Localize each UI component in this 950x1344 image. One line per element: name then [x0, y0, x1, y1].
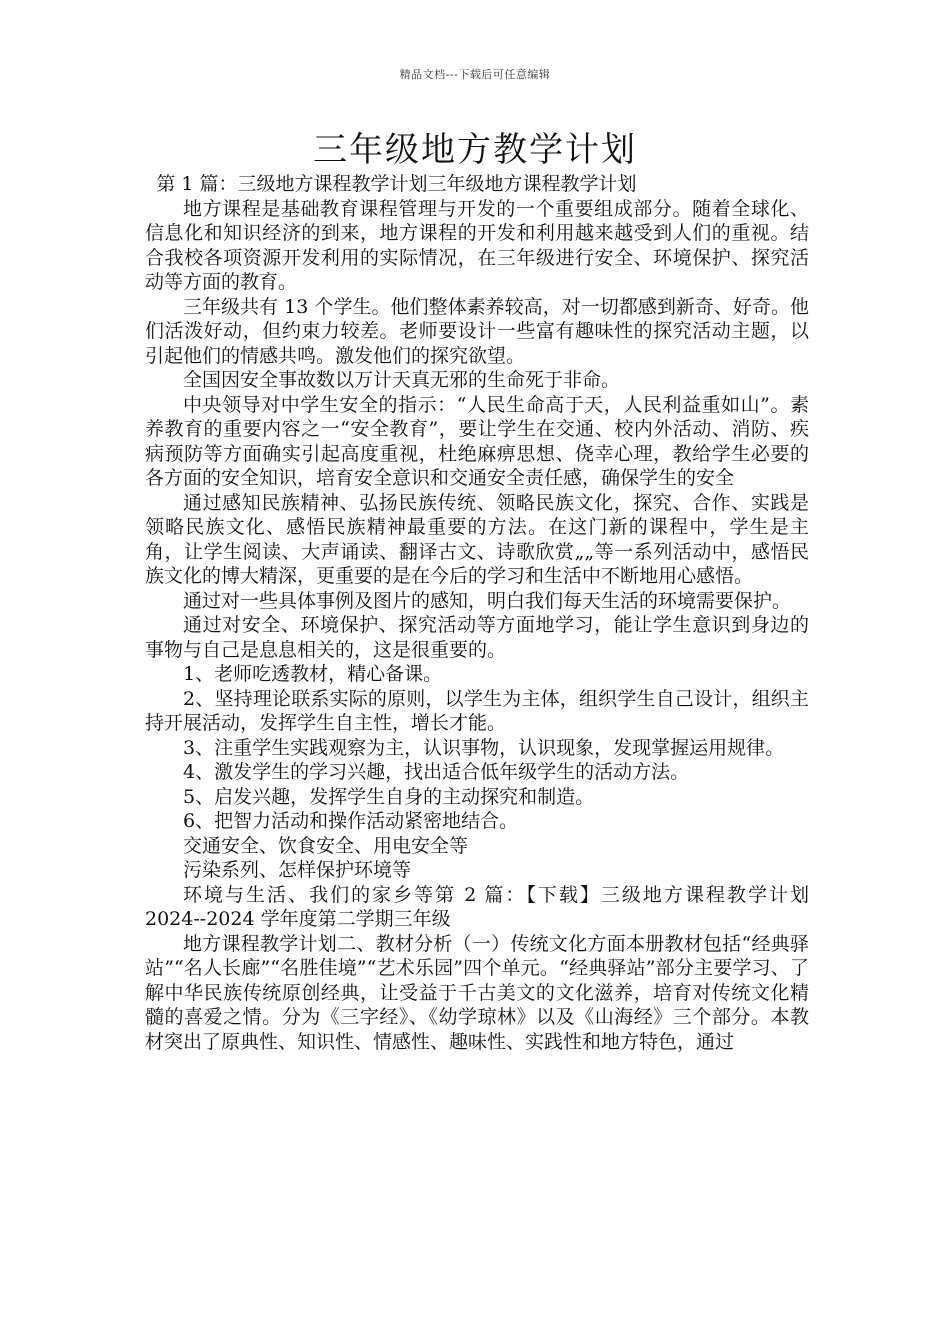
paragraph: 污染系列、怎样保护环境等 [183, 859, 412, 881]
paragraph: 地方课程教学计划二、教材分析（一）传统文化方面本册教材包括“经典驿站”“名人长廊”“名胜佳境”“艺术乐园”四个单元。“经典驿站”部分主要学习、了解中华民族传统原创经典，让受益于千古美文的文化滋养，培育对传统文化精髓的喜爱之情。分为《三字经》、《幼学琼林》以及《山海经》三个部分。本教材突出了原典性、知识性、情感性、趣味性、实践性和地方特色，通过 [145, 932, 809, 1053]
list-item: 2、坚持理论联系实际的原则，以学生为主体，组织学生自己设计，组织主持开展活动，发挥学生自主性，增长才能。 [145, 687, 809, 734]
paragraph: 环境与生活、我们的家乡等第 2 篇：【下载】三级地方课程教学计划 2024--2024 学年度第二学期三年级 [145, 883, 809, 930]
paragraph: 通过对安全、环境保护、探究活动等方面地学习，能让学生意识到身边的事物与自己是息息相关的，这是很重要的。 [145, 614, 809, 661]
paragraph: 通过感知民族精神、弘扬民族传统、领略民族文化，探究、合作、实践是领略民族文化、感悟民族精神最重要的方法。在这门新的课程中，学生是主角，让学生阅读、大声诵读、翻译古文、诗歌欣赏„„等一系列活动中，感悟民族文化的博大精深，更重要的是在今后的学习和生活中不断地用心感悟。 [145, 491, 809, 587]
paragraph: 地方课程是基础教育课程管理与开发的一个重要组成部分。随着全球化、信息化和知识经济的到来，地方课程的开发和利用越来越受到人们的重视。结合我校各项资源开发利用的实际情况，在三年级进行安全、环境保护、探究活动等方面的教育。 [145, 197, 809, 293]
paragraph: 三年级共有 13 个学生。他们整体素养较高，对一切都感到新奇、好奇。他们活泼好动，但约束力较差。老师要设计一些富有趣味性的探究活动主题，以引起他们的情感共鸣。激发他们的探究欲望。 [145, 295, 809, 367]
document-title: 三年级地方教学计划 [313, 130, 637, 170]
document-body [145, 172, 809, 1054]
list-item: 6、把智力活动和操作活动紧密地结合。 [183, 810, 519, 832]
list-item: 4、激发学生的学习兴趣，找出适合低年级学生的活动方法。 [183, 761, 690, 783]
list-item: 3、注重学生实践观察为主，认识事物，认识现象，发现掌握运用规律。 [183, 736, 785, 759]
section-subheading: 第 1 篇：三级地方课程教学计划三年级地方课程教学计划 [156, 173, 637, 195]
paragraph: 交通安全、饮食安全、用电安全等 [183, 834, 469, 857]
paragraph: 全国因安全事故数以万计天真无邪的生命死于非命。 [183, 369, 621, 391]
page-header-note: 精品文档---下载后可任意编辑 [399, 68, 551, 81]
list-item: 5、启发兴趣，发挥学生自身的主动探究和制造。 [183, 785, 595, 808]
paragraph: 中央领导对中学生安全的指示：“人民生命高于天，人民利益重如山”。素养教育的重要内容之一“安全教育”，要让学生在交通、校内外活动、消防、疾病预防等方面确实引起高度重视，杜绝麻痹思想、侥幸心理，教给学生必要的各方面的安全知识，培育安全意识和交通安全责任感，确保学生的安全 [145, 393, 809, 489]
list-item: 1、老师吃透教材，精心备课。 [183, 663, 443, 685]
paragraph: 通过对一些具体事例及图片的感知，明白我们每天生活的环境需要保护。 [183, 589, 792, 612]
